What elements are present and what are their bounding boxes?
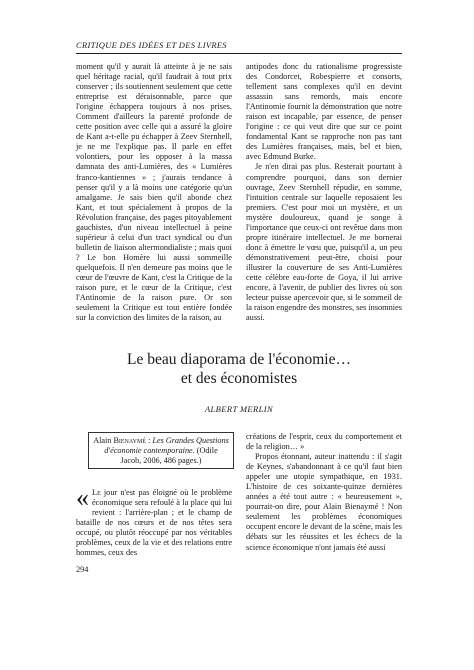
article-title-line-2: et des économistes (180, 370, 298, 387)
right-column-paragraph-1: antipodes donc du rationalisme progressiste des Condorcet, Robespierre et consorts, tellement sans complexes qu'il en devint assassin sans remords, mais encore l'Antinomie fournit la démonstration que notre raison est incapable, par essence, de penser l'origine : ce qui veut dire que sur ce point fondamental Kant se rapproche non pas tant des Lumières françaises, mais, bel et bien, avec Edmund Burke. (246, 62, 402, 162)
reference-author-last: Bienaymé (113, 436, 147, 445)
article-title-line-1: Le beau diaporama de l'économie… (126, 351, 351, 368)
right-column-paragraph-2: Je n'en dirai pas plus. Resterait pourtant à comprendre pourquoi, dans son dernier ouvrage, Zeev Sternhell répudie, en somme, l'intuition centrale sur laquelle reposaient les premiers. C'est pour moi un mystère, et un mystère douloureux, quand je songe à l'importance que ceux-ci ont revêtue dans mon propre itinéraire intellectuel. Je me bornerai donc à émettre le vœu que, puisqu'il a, un peu démonstrativement peut-être, choisi pour illustrer la couverture de ses Anti-Lumières cette célèbre eau-forte de Goya, il lui arrive encore, à l'avenir, de publier des livres où son lecteur puisse apercevoir que, si le sommeil de la raison engendre des monstres, ses insomnies aussi. (246, 162, 402, 323)
reference-separator: : (146, 436, 153, 445)
lead-column (76, 483, 232, 558)
header-rule (76, 53, 402, 54)
lead-text: jour n'est pas éloigné où le problème économique sera refoulé à la place qui lui revient : l'arrière-plan ; et le champ de bataille de nos cœurs et de nos têtes sera occupé, ou plutôt réoccupé par nos véritables problèmes, ceux de la vie et des relations entre hommes, ceux des (76, 488, 232, 558)
book-reference-box (88, 432, 234, 469)
lead-paragraph (76, 483, 232, 558)
left-column (76, 62, 232, 323)
article-right-paragraph-2: Propos étonnant, auteur inattendu : il s'agit de Keynes, s'abandonnant à ce qu'il faut bien appeler une utopie sympathique, en 1931. L'histoire de ces soixante-quinze dernières années a été tout autre : « heureusement », pourrait-on dire, pour Alain Bienaymé ! Non seulement les problèmes économiques occupent encore le devant de la scène, mais les débats sur les réussites et les échecs de la science économique n'ont jamais été aussi (246, 452, 402, 552)
right-column (246, 62, 402, 323)
reference-publisher: (Odile Jacob, 2006, 486 pages.) (120, 445, 218, 465)
reference-book-title: Les Grandes Questions d'économie contemporaine. (104, 436, 229, 455)
article-right-paragraph-1: créations de l'esprit, ceux du comportement et de la religion… » (246, 432, 402, 452)
page-number: 294 (76, 565, 89, 574)
article-right-column (246, 432, 402, 553)
running-head: CRITIQUE DES IDÉES ET DES LIVRES (76, 40, 227, 50)
lead-small-caps: Le (92, 488, 101, 497)
article-title (76, 350, 402, 388)
opening-quote-mark: « (76, 483, 89, 512)
left-column-paragraph: moment qu'il y aurait là atteinte à je ne sais quel héritage racial, qu'il faudrait à tout prix conserver ; ils soutiennent seulement que cette entreprise est déraisonnable, parce que l'origine échappera toujours à nos prises. Comment d'ailleurs la parenté profonde de cette position avec celle qui a assuré la gloire de Kant a-t-elle pu échapper à Zeev Sternhell, je ne me l'explique pas. Il parle en effet volontiers, pour les opposer à la massa damnata des anti-Lumières, des « Lumières franco-kantiennes » ; j'aurais tendance à penser qu'il y a là moins une catégorie qu'un amalgame. Je sais bien qu'il abonde chez Kant, et tout spécialement à propos de la Révolution française, des pages pitoyablement gauchistes, d'un niveau intellectuel à peine supérieur à celui d'un tract syndical ou d'un bulletin de liaison altermondialiste ; mais quoi ? Le bon Homère lui aussi sommeille quelquefois. Il n'en demeure pas moins que le cœur de l'œuvre de Kant, c'est la Critique de la raison pure, et le cœur de la Critique, c'est l'Antinomie de la raison pure. Or son seulement la Critique est tout entière fondée sur la conviction des limites de la raison, au (76, 62, 232, 323)
reference-author-first: Alain (93, 436, 112, 445)
article-author: ALBERT MERLIN (204, 404, 274, 414)
